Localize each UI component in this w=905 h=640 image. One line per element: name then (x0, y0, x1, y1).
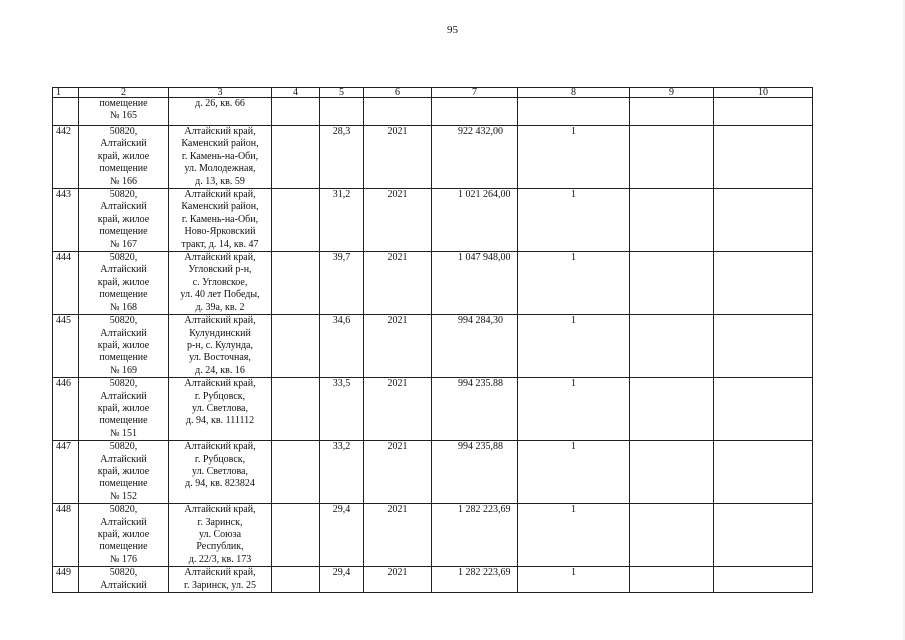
table-cell (272, 441, 320, 504)
object-address (169, 189, 272, 252)
price-value: 1 021 264,00 (432, 189, 518, 252)
cell-line: тракт, д. 14, кв. 47 (181, 238, 259, 250)
cell-line: д. 94, кв. 111112 (185, 415, 255, 427)
cell-line: помещение (99, 352, 148, 364)
cell-line: Ново-Ярковский (184, 226, 256, 238)
cell-line: 50820, (109, 504, 138, 516)
cell-line: № 168 (109, 301, 138, 313)
cell-line: г. Заринск, ул. 25 (184, 579, 256, 591)
cell-line: г. Камень-на-Оби, (181, 213, 259, 225)
cell-line: край, жилое (97, 150, 150, 162)
object-name (79, 378, 169, 441)
object-name (79, 567, 169, 593)
cell-line: Алтайский край, (184, 378, 256, 390)
cell-line: помещение (99, 478, 148, 490)
cell-line: ул. Молодежная, (184, 163, 256, 175)
cell-line: р-н, с. Кулунда, (187, 339, 253, 351)
table-header-row (53, 88, 813, 98)
table-cell (714, 98, 813, 126)
cell-line: Алтайский (100, 327, 147, 339)
table-cell (630, 504, 714, 567)
cell-line: помещение (99, 98, 148, 109)
table-cell (714, 252, 813, 315)
table-row (53, 504, 813, 567)
price-value: 1 047 948,00 (432, 252, 518, 315)
table-cell (714, 378, 813, 441)
table-cell (272, 252, 320, 315)
column-header: 5 (320, 88, 364, 98)
price-value: 1 282 223,69 (432, 504, 518, 567)
row-number: 448 (53, 504, 79, 567)
table-cell (272, 315, 320, 378)
table-cell (518, 98, 630, 126)
year-value: 2021 (364, 315, 432, 378)
column-header: 7 (432, 88, 518, 98)
table-row (53, 378, 813, 441)
table-cell (272, 189, 320, 252)
cell-line: 50820, (109, 378, 138, 390)
cell-line: № 167 (109, 238, 138, 250)
row-number: 443 (53, 189, 79, 252)
row-number: 445 (53, 315, 79, 378)
column-header: 4 (272, 88, 320, 98)
object-address (169, 504, 272, 567)
year-value: 2021 (364, 189, 432, 252)
table-cell (630, 567, 714, 593)
area-value: 29,4 (320, 567, 364, 593)
year-value: 2021 (364, 252, 432, 315)
table-cell (272, 98, 320, 126)
table-cell (53, 98, 79, 126)
cell-line: край, жилое (97, 339, 150, 351)
object-name (79, 252, 169, 315)
cell-line: Каменский район, (181, 138, 259, 150)
object-address (169, 252, 272, 315)
cell-line: Алтайский край, (184, 504, 256, 516)
area-value: 31,2 (320, 189, 364, 252)
row-number: 449 (53, 567, 79, 593)
price-value: 994 284,30 (432, 315, 518, 378)
column-header: 9 (630, 88, 714, 98)
year-value: 2021 (364, 378, 432, 441)
object-name (79, 126, 169, 189)
price-value: 994 235.88 (432, 378, 518, 441)
count-value: 1 (518, 189, 630, 252)
table-cell (272, 378, 320, 441)
object-address (169, 378, 272, 441)
cell-line: № 165 (109, 110, 138, 122)
table-row (53, 252, 813, 315)
table-cell (272, 126, 320, 189)
year-value: 2021 (364, 504, 432, 567)
object-name (79, 441, 169, 504)
table-cell (714, 315, 813, 378)
table-cell (630, 441, 714, 504)
cell-line: д. 94, кв. 823824 (185, 478, 255, 490)
row-number: 442 (53, 126, 79, 189)
cell-line: Алтайский (100, 579, 147, 591)
cell-line: Алтайский край, (184, 567, 256, 579)
cell-line: г. Рубцовск, (194, 453, 246, 465)
area-value: 34,6 (320, 315, 364, 378)
cell-line: Угловский р-н, (188, 264, 252, 276)
object-address (169, 567, 272, 593)
cell-line: с. Угловское, (192, 276, 248, 288)
column-header: 3 (169, 88, 272, 98)
table-row (53, 567, 813, 593)
cell-line: д. 39а, кв. 2 (195, 301, 245, 313)
table-body (53, 88, 813, 593)
cell-line: Алтайский край, (184, 189, 256, 201)
column-header: 2 (79, 88, 169, 98)
table-cell (630, 126, 714, 189)
cell-line: № 151 (109, 427, 138, 439)
cell-line: № 176 (109, 553, 138, 565)
continuation-row (53, 98, 813, 126)
property-table (52, 87, 813, 593)
table-cell (630, 189, 714, 252)
cell-line: Алтайский (100, 516, 147, 528)
cell-line: Алтайский (100, 138, 147, 150)
cell-line: край, жилое (97, 276, 150, 288)
cell-line: край, жилое (97, 465, 150, 477)
object-address (169, 126, 272, 189)
object-name (79, 504, 169, 567)
object-name (79, 315, 169, 378)
cell-line: № 169 (109, 364, 138, 376)
cell-line: Алтайский край, (184, 315, 256, 327)
cell-line: помещение (99, 163, 148, 175)
cell-line: 50820, (109, 189, 138, 201)
cell-line: г. Рубцовск, (194, 390, 246, 402)
cell-line: 50820, (109, 126, 138, 137)
cell-line: ул. Восточная, (189, 352, 251, 364)
page-number: 95 (447, 24, 458, 36)
cell-line: Алтайский (100, 453, 147, 465)
cell-line: Каменский район, (181, 201, 259, 213)
column-header: 10 (714, 88, 813, 98)
area-value: 39,7 (320, 252, 364, 315)
table-cell (272, 567, 320, 593)
table-cell (630, 252, 714, 315)
cell-line: д. 22/3, кв. 173 (188, 553, 252, 565)
cell-line: д. 13, кв. 59 (195, 175, 245, 187)
cell-line: № 152 (109, 490, 138, 502)
table-cell (714, 567, 813, 593)
year-value: 2021 (364, 126, 432, 189)
table-cell (630, 378, 714, 441)
table-cell (630, 315, 714, 378)
cell-line: Кулундинский (189, 327, 251, 339)
price-value: 922 432,00 (432, 126, 518, 189)
object-address (169, 315, 272, 378)
row-number: 447 (53, 441, 79, 504)
table-row (53, 441, 813, 504)
cell-line: Алтайский (100, 264, 147, 276)
year-value: 2021 (364, 567, 432, 593)
cell-line: Алтайский (100, 201, 147, 213)
object-name (79, 189, 169, 252)
area-value: 28,3 (320, 126, 364, 189)
row-number: 444 (53, 252, 79, 315)
column-header: 6 (364, 88, 432, 98)
cell-line: 50820, (109, 315, 138, 327)
table-row (53, 189, 813, 252)
area-value: 33,2 (320, 441, 364, 504)
table-cell (169, 98, 272, 126)
cell-line: помещение (99, 289, 148, 301)
table-row (53, 126, 813, 189)
table-cell (714, 189, 813, 252)
cell-line: ул. Светлова, (192, 465, 248, 477)
table-cell (364, 98, 432, 126)
cell-line: 50820, (109, 252, 138, 264)
area-value: 29,4 (320, 504, 364, 567)
cell-line: помещение (99, 541, 148, 553)
cell-line: ул. Светлова, (192, 402, 248, 414)
cell-line: д. 26, кв. 66 (195, 98, 245, 109)
cell-line: ул. Союза (198, 529, 242, 540)
price-value: 994 235,88 (432, 441, 518, 504)
year-value: 2021 (364, 441, 432, 504)
cell-line: Алтайский край, (184, 252, 256, 264)
cell-line: 50820, (109, 441, 138, 453)
count-value: 1 (518, 315, 630, 378)
cell-line: край, жилое (97, 529, 150, 540)
table-cell (714, 126, 813, 189)
count-value: 1 (518, 378, 630, 441)
cell-line: Алтайский (100, 390, 147, 402)
table-cell (272, 504, 320, 567)
cell-line: край, жилое (97, 402, 150, 414)
cell-line: помещение (99, 415, 148, 427)
cell-line: 50820, (109, 567, 138, 579)
count-value: 1 (518, 252, 630, 315)
cell-line: Алтайский край, (184, 441, 256, 453)
column-header: 8 (518, 88, 630, 98)
price-value: 1 282 223,69 (432, 567, 518, 593)
table-cell (79, 98, 169, 126)
table-cell (714, 504, 813, 567)
count-value: 1 (518, 567, 630, 593)
table-cell (714, 441, 813, 504)
cell-line: № 166 (109, 175, 138, 187)
count-value: 1 (518, 504, 630, 567)
object-address (169, 441, 272, 504)
column-header: 1 (53, 88, 79, 98)
table-row (53, 315, 813, 378)
cell-line: Республик, (196, 541, 244, 553)
cell-line: ул. 40 лет Победы, (180, 289, 260, 301)
cell-line: помещение (99, 226, 148, 238)
count-value: 1 (518, 441, 630, 504)
count-value: 1 (518, 126, 630, 189)
cell-line: Алтайский край, (184, 126, 256, 137)
row-number: 446 (53, 378, 79, 441)
table-cell (320, 98, 364, 126)
area-value: 33,5 (320, 378, 364, 441)
table-cell (432, 98, 518, 126)
cell-line: край, жилое (97, 213, 150, 225)
cell-line: г. Камень-на-Оби, (181, 150, 259, 162)
cell-line: д. 24, кв. 16 (195, 364, 245, 376)
cell-line: г. Заринск, (197, 516, 243, 528)
table-cell (630, 98, 714, 126)
